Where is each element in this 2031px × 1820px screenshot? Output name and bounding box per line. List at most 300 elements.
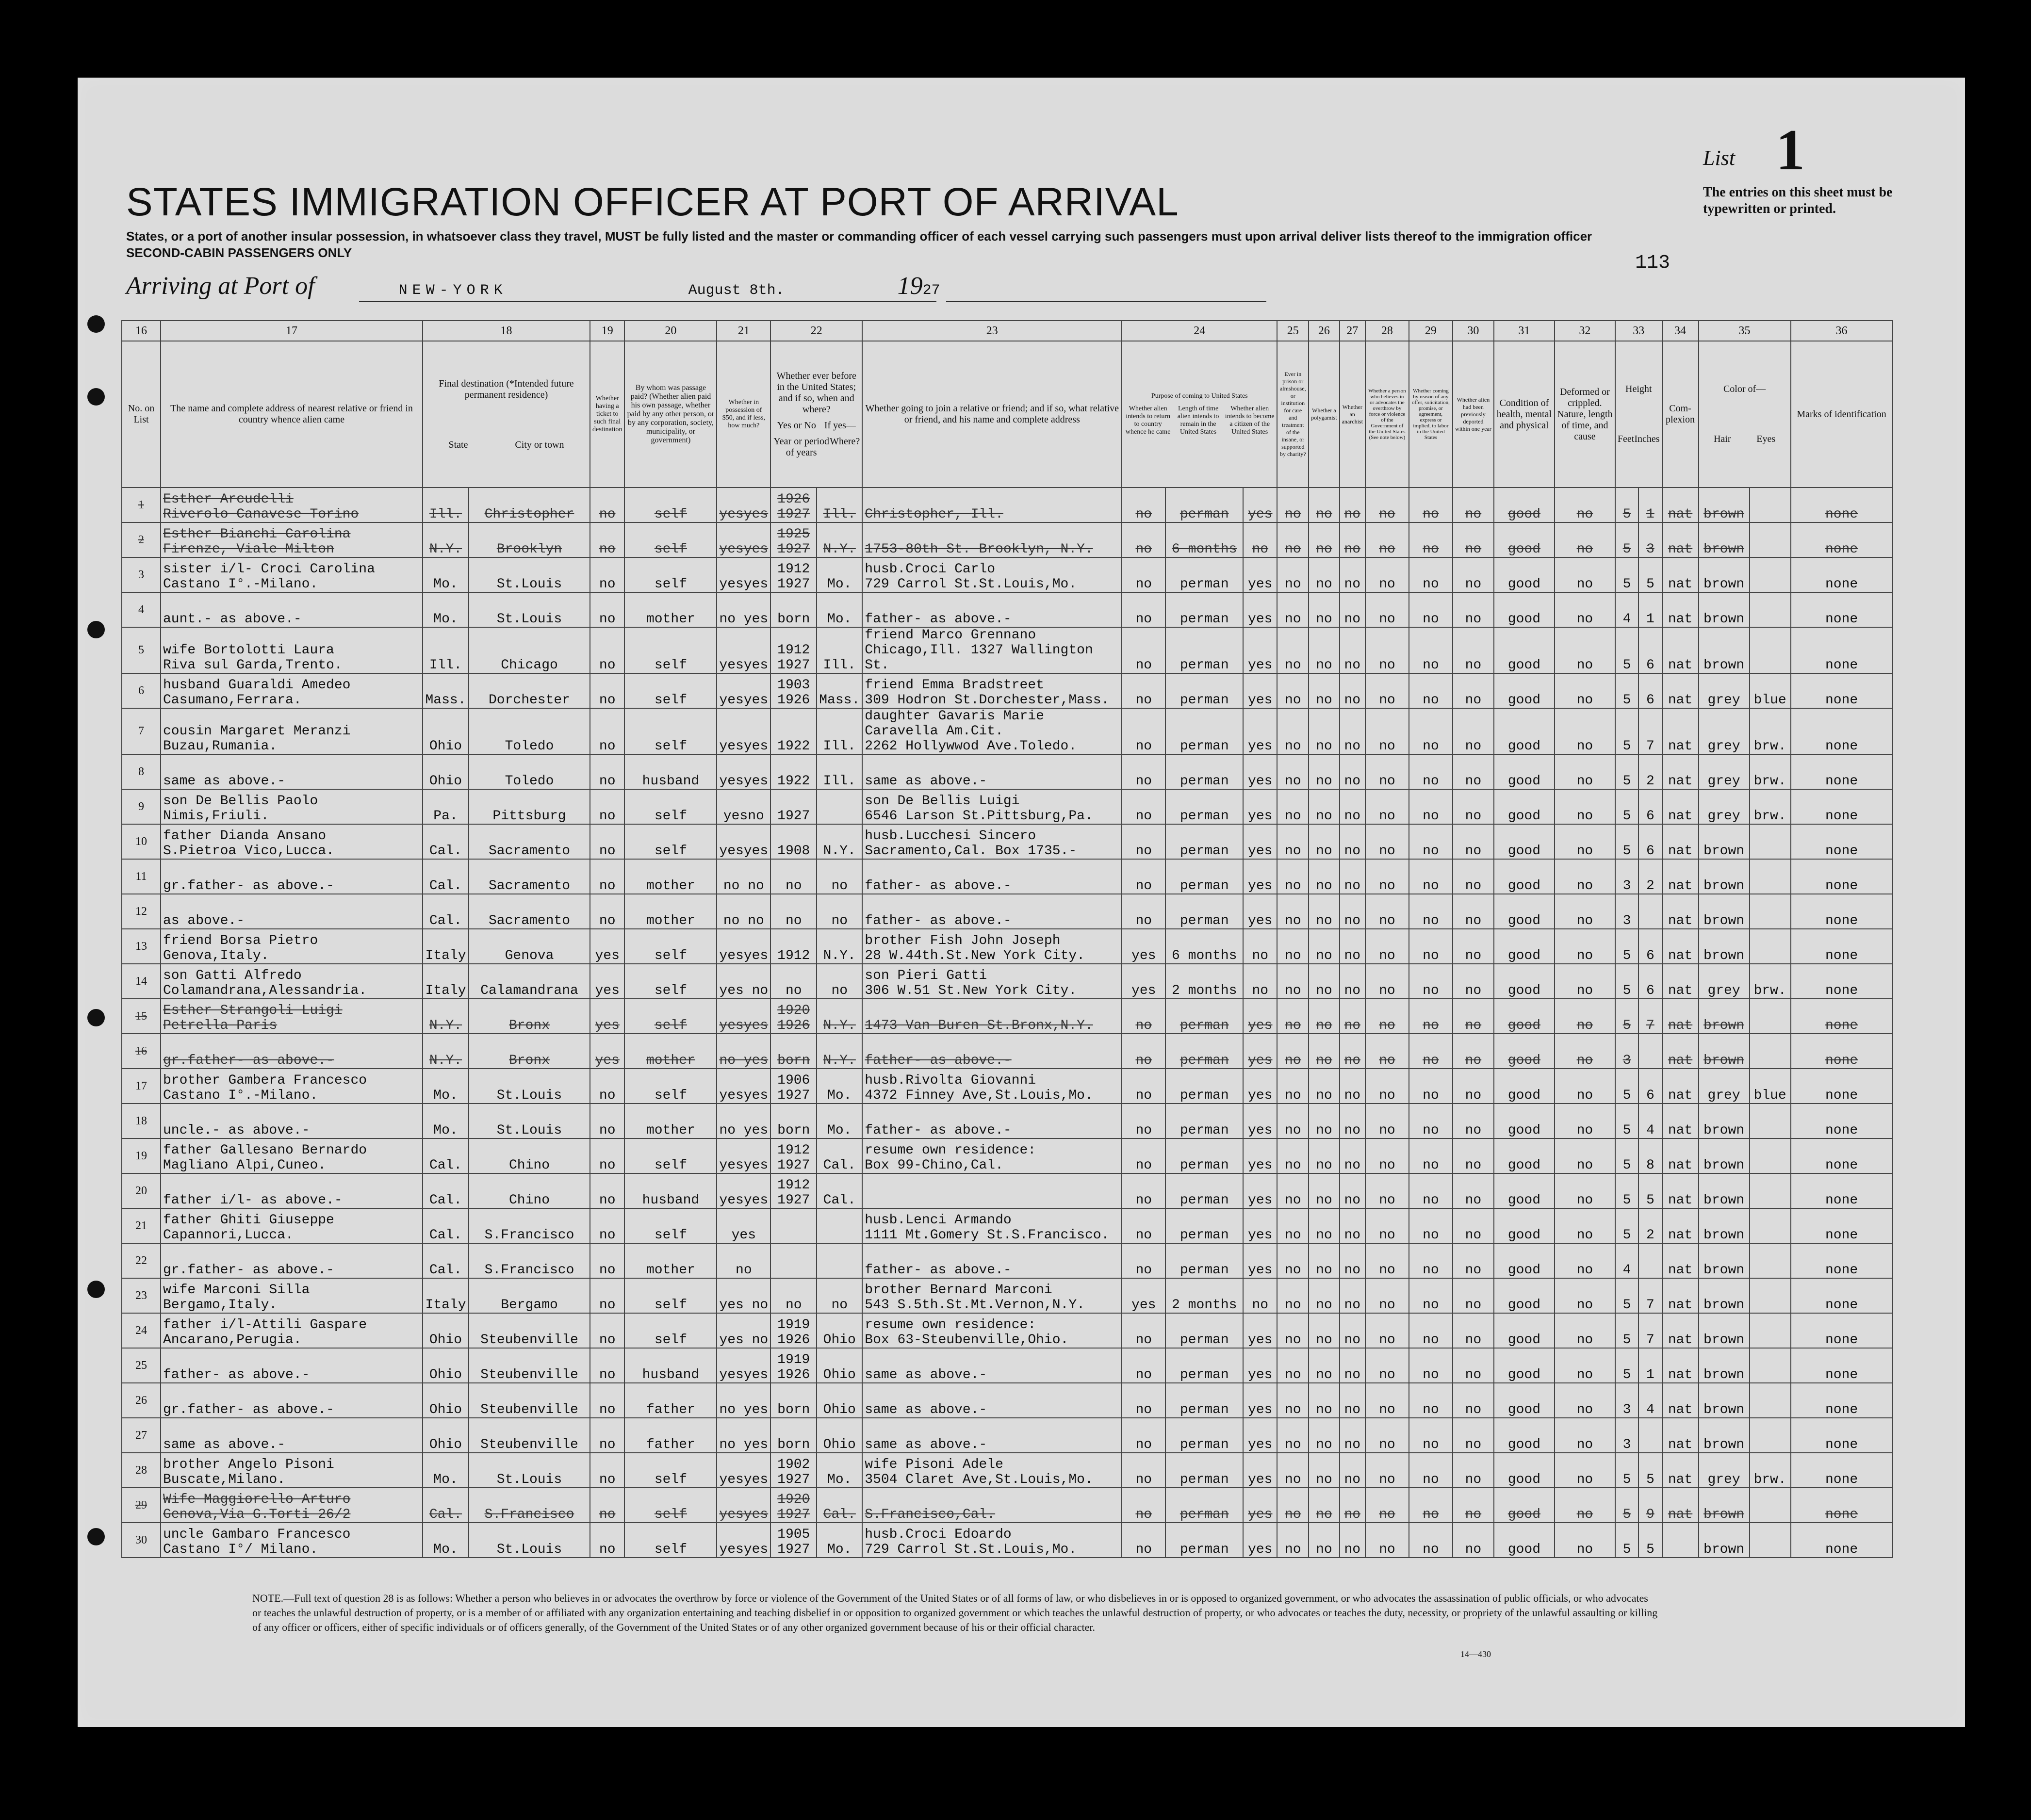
cell-ticket: no xyxy=(590,1278,624,1313)
cell-in: 5 xyxy=(1638,1523,1662,1558)
cell-where: Mo. xyxy=(817,1069,862,1104)
cell-eyes: brw. xyxy=(1750,754,1791,789)
cell-q29: no xyxy=(1409,1313,1453,1348)
cell-an: no xyxy=(1340,488,1365,522)
cell-rel: son Gatti Alfredo Colamandrana,Alessandria. xyxy=(161,964,423,999)
cell-c: yes xyxy=(1243,1348,1277,1383)
cell-year: born xyxy=(770,1104,817,1138)
cell-ticket: no xyxy=(590,1313,624,1348)
col-deformed: Deformed or crippled. Nature, length of time, and cause xyxy=(1555,341,1615,488)
cell-p: no xyxy=(1277,789,1309,824)
cell-poss: no yes xyxy=(717,1104,770,1138)
cell-paid: self xyxy=(624,1453,717,1488)
col-inches: Inches xyxy=(1634,434,1660,444)
cell-q28: no xyxy=(1365,522,1409,557)
cell-in: 6 xyxy=(1638,929,1662,964)
cell-state: Italy xyxy=(423,929,469,964)
cell-a: yes xyxy=(1122,929,1165,964)
cell-cond: good xyxy=(1494,1488,1555,1523)
cell-pg: no xyxy=(1309,1348,1339,1383)
cell-city: S.Francisco xyxy=(469,1488,590,1523)
cell-no: 7 xyxy=(122,708,161,754)
cell-b: perman xyxy=(1165,1348,1243,1383)
col-period: Year or period of years xyxy=(773,436,829,458)
cell-c: yes xyxy=(1243,627,1277,673)
cell-q30: no xyxy=(1453,1104,1494,1138)
cell-comp: nat xyxy=(1662,1383,1699,1418)
table-row xyxy=(122,592,1893,627)
cell-paid: self xyxy=(624,488,717,522)
cell-hair: brown xyxy=(1699,1208,1750,1243)
cell-pg: no xyxy=(1309,1138,1339,1173)
cell-no: 25 xyxy=(122,1348,161,1383)
cell-q28: no xyxy=(1365,1104,1409,1138)
cell-join: friend Marco Grennano Chicago,Ill. 1327 Wallington St. xyxy=(862,627,1122,673)
cell-cond: good xyxy=(1494,964,1555,999)
cell-marks: none xyxy=(1791,627,1893,673)
cell-q29: no xyxy=(1409,1453,1453,1488)
cell-p: no xyxy=(1277,1418,1309,1453)
cell-city: Christopher xyxy=(469,488,590,522)
cell-marks: none xyxy=(1791,522,1893,557)
cell-a: no xyxy=(1122,824,1165,859)
cell-eyes xyxy=(1750,1138,1791,1173)
cell-p: no xyxy=(1277,1523,1309,1558)
cell-an: no xyxy=(1340,1523,1365,1558)
cell-an: no xyxy=(1340,1348,1365,1383)
cell-q28: no xyxy=(1365,673,1409,708)
cell-an: no xyxy=(1340,1034,1365,1069)
cell-an: no xyxy=(1340,1243,1365,1278)
cell-hair: brown xyxy=(1699,1348,1750,1383)
cell-p: no xyxy=(1277,1208,1309,1243)
cell-b: perman xyxy=(1165,1418,1243,1453)
cell-rel: Esther Arcudelli Riverolo Canavese Torino xyxy=(161,488,423,522)
cell-in: 7 xyxy=(1638,1313,1662,1348)
cell-join: wife Pisoni Adele 3504 Claret Ave,St.Louis,Mo. xyxy=(862,1453,1122,1488)
cell-a: no xyxy=(1122,1348,1165,1383)
cell-pg: no xyxy=(1309,1243,1339,1278)
cell-q30: no xyxy=(1453,1034,1494,1069)
cell-no: 26 xyxy=(122,1383,161,1418)
cell-q28: no xyxy=(1365,929,1409,964)
cell-ticket: no xyxy=(590,1523,624,1558)
col-joining: Whether going to join a relative or friend; and if so, what relative or friend, and his name and complete address xyxy=(862,341,1122,488)
cell-rel: as above.- xyxy=(161,894,423,929)
cell-def: no xyxy=(1555,1069,1615,1104)
cell-q28: no xyxy=(1365,1453,1409,1488)
cell-marks: none xyxy=(1791,1383,1893,1418)
cell-an: no xyxy=(1340,1069,1365,1104)
cell-ticket: no xyxy=(590,1348,624,1383)
cell-b: 6 months xyxy=(1165,929,1243,964)
cell-city: Bronx xyxy=(469,999,590,1034)
cell-ft: 5 xyxy=(1615,754,1638,789)
cell-c: no xyxy=(1243,1278,1277,1313)
cell-def: no xyxy=(1555,999,1615,1034)
cell-ft: 5 xyxy=(1615,824,1638,859)
cell-city: Steubenville xyxy=(469,1348,590,1383)
cell-q29: no xyxy=(1409,673,1453,708)
cell-comp xyxy=(1662,1523,1699,1558)
cell-no: 16 xyxy=(122,1034,161,1069)
cell-comp: nat xyxy=(1662,999,1699,1034)
cell-def: no xyxy=(1555,964,1615,999)
cell-rel: brother Gambera Francesco Castano I°.-Milano. xyxy=(161,1069,423,1104)
col-28: Whether a person who believes in or advocates the overthrow by force or violence of the Government of the United States (See note below) xyxy=(1365,341,1409,488)
cell-a: no xyxy=(1122,557,1165,592)
cell-hair: brown xyxy=(1699,999,1750,1034)
cell-pg: no xyxy=(1309,1418,1339,1453)
cell-q30: no xyxy=(1453,964,1494,999)
cell-poss: no yes xyxy=(717,1418,770,1453)
cell-paid: mother xyxy=(624,1104,717,1138)
list-number: 1 xyxy=(1776,117,1805,182)
cell-ticket: no xyxy=(590,1104,624,1138)
purpose-return: Whether alien intends to return to country whence he came xyxy=(1125,405,1171,436)
cell-state: Cal. xyxy=(423,1488,469,1523)
cell-hair: brown xyxy=(1699,627,1750,673)
cell-join: father- as above.- xyxy=(862,1104,1122,1138)
cell-hair: brown xyxy=(1699,488,1750,522)
cell-state: Mo. xyxy=(423,1523,469,1558)
cell-an: no xyxy=(1340,1208,1365,1243)
cell-b: perman xyxy=(1165,627,1243,673)
cell-q28: no xyxy=(1365,592,1409,627)
cell-comp: nat xyxy=(1662,557,1699,592)
cell-in: 4 xyxy=(1638,1104,1662,1138)
cell-eyes xyxy=(1750,592,1791,627)
cell-ticket: yes xyxy=(590,929,624,964)
cell-pg: no xyxy=(1309,1173,1339,1208)
cell-q28: no xyxy=(1365,789,1409,824)
cell-b: perman xyxy=(1165,1173,1243,1208)
cell-rel: wife Bortolotti Laura Riva sul Garda,Trento. xyxy=(161,627,423,673)
cell-where: Ohio xyxy=(817,1418,862,1453)
cell-p: no xyxy=(1277,1138,1309,1173)
cell-paid: self xyxy=(624,522,717,557)
cell-eyes xyxy=(1750,1173,1791,1208)
cell-b: perman xyxy=(1165,1069,1243,1104)
cell-q30: no xyxy=(1453,754,1494,789)
col-eyes: Eyes xyxy=(1756,434,1776,444)
cell-b: perman xyxy=(1165,557,1243,592)
cell-pg: no xyxy=(1309,592,1339,627)
cell-join: 1753-80th St. Brooklyn, N.Y. xyxy=(862,522,1122,557)
cell-eyes xyxy=(1750,1488,1791,1523)
cell-year xyxy=(770,1208,817,1243)
cell-q30: no xyxy=(1453,1348,1494,1383)
cell-q29: no xyxy=(1409,754,1453,789)
before-us-label: Whether ever before in the United States; and if so, when and where? xyxy=(776,370,856,415)
table-row xyxy=(122,1488,1893,1523)
cell-q30: no xyxy=(1453,1488,1494,1523)
table-row xyxy=(122,1034,1893,1069)
cell-cond: good xyxy=(1494,1313,1555,1348)
column-number: 22 xyxy=(770,321,862,341)
cell-b: 6 months xyxy=(1165,522,1243,557)
cell-rel: sister i/l- Croci Carolina Castano I°.-Milano. xyxy=(161,557,423,592)
cell-a: no xyxy=(1122,1208,1165,1243)
table-row xyxy=(122,999,1893,1034)
cell-a: no xyxy=(1122,1383,1165,1418)
cell-a: no xyxy=(1122,1104,1165,1138)
cell-poss: yesyes xyxy=(717,824,770,859)
column-number: 21 xyxy=(717,321,770,341)
height-label: Height xyxy=(1625,384,1652,394)
cell-poss: yesyes xyxy=(717,929,770,964)
cell-where xyxy=(817,789,862,824)
cell-join: 1473 Van Buren St.Bronx,N.Y. xyxy=(862,999,1122,1034)
cell-p: no xyxy=(1277,1453,1309,1488)
cell-comp: nat xyxy=(1662,964,1699,999)
cell-paid: mother xyxy=(624,859,717,894)
cell-rel: father- as above.- xyxy=(161,1348,423,1383)
cell-b: perman xyxy=(1165,1104,1243,1138)
cell-hair: grey xyxy=(1699,964,1750,999)
cell-a: no xyxy=(1122,1034,1165,1069)
cell-an: no xyxy=(1340,894,1365,929)
cell-where: Mo. xyxy=(817,1453,862,1488)
column-number: 36 xyxy=(1791,321,1893,341)
cell-c: yes xyxy=(1243,894,1277,929)
cell-b: perman xyxy=(1165,754,1243,789)
cell-p: no xyxy=(1277,592,1309,627)
cell-join: father- as above.- xyxy=(862,894,1122,929)
cell-c: yes xyxy=(1243,754,1277,789)
cell-no: 22 xyxy=(122,1243,161,1278)
footnote: NOTE.—Full text of question 28 is as follows: Whether a person who believes in or advocates the overthrow by force or violence of the Government of the United States or of all forms of law, or who disbelieves in or is opposed to organized government, or who advocates the assassination of public officials, or who advocates or teaches the unlawful destruction of property, or is a member of or affiliated with any organization entertaining and teaching disbelief in or opposition to organized government or which teaches the unlawful destruction of property, or who advocates or teaches the duty, necessity, or propriety of the unlawful assaulting or killing of any officer or officers, either of specific individuals or of officers generally, of the Government of the United States or of any other organized government because of his or their official character. xyxy=(252,1592,1658,1633)
cell-paid: self xyxy=(624,1488,717,1523)
cell-hair: brown xyxy=(1699,824,1750,859)
cell-p: no xyxy=(1277,522,1309,557)
cell-city: St.Louis xyxy=(469,1069,590,1104)
cell-an: no xyxy=(1340,1313,1365,1348)
cell-an: no xyxy=(1340,754,1365,789)
cell-b: perman xyxy=(1165,1523,1243,1558)
cell-ft: 3 xyxy=(1615,859,1638,894)
cell-def: no xyxy=(1555,557,1615,592)
cell-q29: no xyxy=(1409,1348,1453,1383)
cell-state: Cal. xyxy=(423,1208,469,1243)
cell-ft: 5 xyxy=(1615,929,1638,964)
cell-join: son De Bellis Luigi 6546 Larson St.Pittsburg,Pa. xyxy=(862,789,1122,824)
cell-marks: none xyxy=(1791,1243,1893,1278)
cell-rel: same as above.- xyxy=(161,1418,423,1453)
cell-p: no xyxy=(1277,964,1309,999)
cell-eyes xyxy=(1750,1348,1791,1383)
col-relative: The name and complete address of nearest relative or friend in country whence alien came xyxy=(161,341,423,488)
cell-a: no xyxy=(1122,708,1165,754)
cell-pg: no xyxy=(1309,1313,1339,1348)
cell-no: 14 xyxy=(122,964,161,999)
cell-where: Cal. xyxy=(817,1488,862,1523)
cell-c: yes xyxy=(1243,1173,1277,1208)
cell-in: 7 xyxy=(1638,999,1662,1034)
cell-def: no xyxy=(1555,1418,1615,1453)
cell-no: 12 xyxy=(122,894,161,929)
table-row xyxy=(122,1348,1893,1383)
cell-paid: self xyxy=(624,789,717,824)
cell-q30: no xyxy=(1453,1138,1494,1173)
cell-poss: yesyes xyxy=(717,673,770,708)
table-row xyxy=(122,673,1893,708)
cell-city: St.Louis xyxy=(469,1523,590,1558)
cell-marks: none xyxy=(1791,592,1893,627)
cell-where: Cal. xyxy=(817,1173,862,1208)
cell-join: father- as above.- xyxy=(862,592,1122,627)
cell-ft: 5 xyxy=(1615,1208,1638,1243)
cell-marks: none xyxy=(1791,1453,1893,1488)
cell-rel: gr.father- as above.- xyxy=(161,1034,423,1069)
cell-def: no xyxy=(1555,1104,1615,1138)
cell-q30: no xyxy=(1453,1069,1494,1104)
cell-p: no xyxy=(1277,1243,1309,1278)
cell-pg: no xyxy=(1309,824,1339,859)
cell-in: 5 xyxy=(1638,1173,1662,1208)
col-final-destination xyxy=(423,341,590,488)
cell-state: Cal. xyxy=(423,1173,469,1208)
cell-ft: 5 xyxy=(1615,1138,1638,1173)
cell-a: no xyxy=(1122,1453,1165,1488)
cell-an: no xyxy=(1340,964,1365,999)
cell-c: yes xyxy=(1243,1383,1277,1418)
cell-a: no xyxy=(1122,859,1165,894)
col-ticket: Whether having a ticket to such final destination xyxy=(590,341,624,488)
cell-pg: no xyxy=(1309,1208,1339,1243)
cell-paid: self xyxy=(624,1208,717,1243)
cell-ticket: no xyxy=(590,1069,624,1104)
cell-def: no xyxy=(1555,859,1615,894)
cell-comp: nat xyxy=(1662,1418,1699,1453)
cell-poss: no yes xyxy=(717,592,770,627)
cell-ticket: no xyxy=(590,1173,624,1208)
table-row xyxy=(122,1313,1893,1348)
cell-in: 6 xyxy=(1638,627,1662,673)
cell-paid: husband xyxy=(624,754,717,789)
cell-state: Cal. xyxy=(423,859,469,894)
cell-def: no xyxy=(1555,1278,1615,1313)
cell-q30: no xyxy=(1453,1523,1494,1558)
cell-def: no xyxy=(1555,929,1615,964)
cell-join: husb.Lenci Armando 1111 Mt.Gomery St.S.Francisco. xyxy=(862,1208,1122,1243)
cell-c: yes xyxy=(1243,1488,1277,1523)
cell-q29: no xyxy=(1409,1418,1453,1453)
table-row xyxy=(122,1173,1893,1208)
cell-an: no xyxy=(1340,522,1365,557)
punch-hole xyxy=(87,621,105,638)
cell-year: born xyxy=(770,1034,817,1069)
cell-join: father- as above.- xyxy=(862,1034,1122,1069)
cell-city: Steubenville xyxy=(469,1383,590,1418)
cell-c: yes xyxy=(1243,708,1277,754)
cell-no: 15 xyxy=(122,999,161,1034)
cell-year: 1902 1927 xyxy=(770,1453,817,1488)
cell-in: 6 xyxy=(1638,789,1662,824)
cell-city: Sacramento xyxy=(469,859,590,894)
cell-no: 29 xyxy=(122,1488,161,1523)
cell-paid: self xyxy=(624,673,717,708)
cell-join: husb.Croci Carlo 729 Carrol St.St.Louis,Mo. xyxy=(862,557,1122,592)
cell-paid: self xyxy=(624,824,717,859)
cell-marks: none xyxy=(1791,1034,1893,1069)
cell-ticket: no xyxy=(590,789,624,824)
cell-ft: 5 xyxy=(1615,522,1638,557)
cell-comp: nat xyxy=(1662,1069,1699,1104)
cell-c: yes xyxy=(1243,999,1277,1034)
cell-q30: no xyxy=(1453,929,1494,964)
cell-q30: no xyxy=(1453,1313,1494,1348)
cell-marks: none xyxy=(1791,999,1893,1034)
cell-hair: brown xyxy=(1699,859,1750,894)
cell-where: no xyxy=(817,894,862,929)
cell-cond: good xyxy=(1494,824,1555,859)
cell-ticket: no xyxy=(590,1243,624,1278)
cell-q29: no xyxy=(1409,859,1453,894)
col-before-us xyxy=(770,341,862,488)
cell-a: no xyxy=(1122,592,1165,627)
cell-b: perman xyxy=(1165,488,1243,522)
cell-pg: no xyxy=(1309,1104,1339,1138)
table-row xyxy=(122,557,1893,592)
cell-a: no xyxy=(1122,894,1165,929)
cell-city: Sacramento xyxy=(469,824,590,859)
cell-in: 4 xyxy=(1638,1383,1662,1418)
cell-p: no xyxy=(1277,1069,1309,1104)
cell-no: 8 xyxy=(122,754,161,789)
cell-hair: brown xyxy=(1699,592,1750,627)
cell-an: no xyxy=(1340,673,1365,708)
column-number: 24 xyxy=(1122,321,1277,341)
cell-city: S.Francisco xyxy=(469,1208,590,1243)
cell-comp: nat xyxy=(1662,789,1699,824)
cell-eyes xyxy=(1750,859,1791,894)
cell-pg: no xyxy=(1309,894,1339,929)
col-passage: By whom was passage paid? (Whether alien paid his own passage, whether paid by any other person, or by any corporation, society, municipality, or government) xyxy=(624,341,717,488)
cell-poss: no no xyxy=(717,894,770,929)
table-row xyxy=(122,488,1893,522)
cell-where: N.Y. xyxy=(817,1034,862,1069)
cell-year: 1908 xyxy=(770,824,817,859)
cell-comp: nat xyxy=(1662,673,1699,708)
cell-cond: good xyxy=(1494,1383,1555,1418)
cell-in: 1 xyxy=(1638,1348,1662,1383)
col-prison: Ever in prison or almshouse, or institution for care and treatment of the insane, or supported by charity? xyxy=(1277,341,1309,488)
cell-eyes: blue xyxy=(1750,673,1791,708)
cell-poss: no xyxy=(717,1243,770,1278)
cell-ticket: no xyxy=(590,708,624,754)
cell-ft: 5 xyxy=(1615,964,1638,999)
cell-ft: 5 xyxy=(1615,1453,1638,1488)
col-possession: Whether in possession of $50, and if less, how much? xyxy=(717,341,770,488)
list-instruction: The entries on this sheet must be typewritten or printed. xyxy=(1703,185,1893,216)
cell-c: yes xyxy=(1243,824,1277,859)
cell-eyes xyxy=(1750,1104,1791,1138)
cell-in: 3 xyxy=(1638,522,1662,557)
cell-cond: good xyxy=(1494,929,1555,964)
cell-cond: good xyxy=(1494,1104,1555,1138)
cell-q30: no xyxy=(1453,627,1494,673)
cell-pg: no xyxy=(1309,1069,1339,1104)
cell-marks: none xyxy=(1791,1348,1893,1383)
cell-year: 1912 xyxy=(770,929,817,964)
cell-marks: none xyxy=(1791,1418,1893,1453)
cell-marks: none xyxy=(1791,1208,1893,1243)
cell-b: perman xyxy=(1165,824,1243,859)
cell-rel: uncle Gambaro Francesco Castano I°/ Milano. xyxy=(161,1523,423,1558)
cell-city: Chino xyxy=(469,1173,590,1208)
cell-in: 6 xyxy=(1638,964,1662,999)
